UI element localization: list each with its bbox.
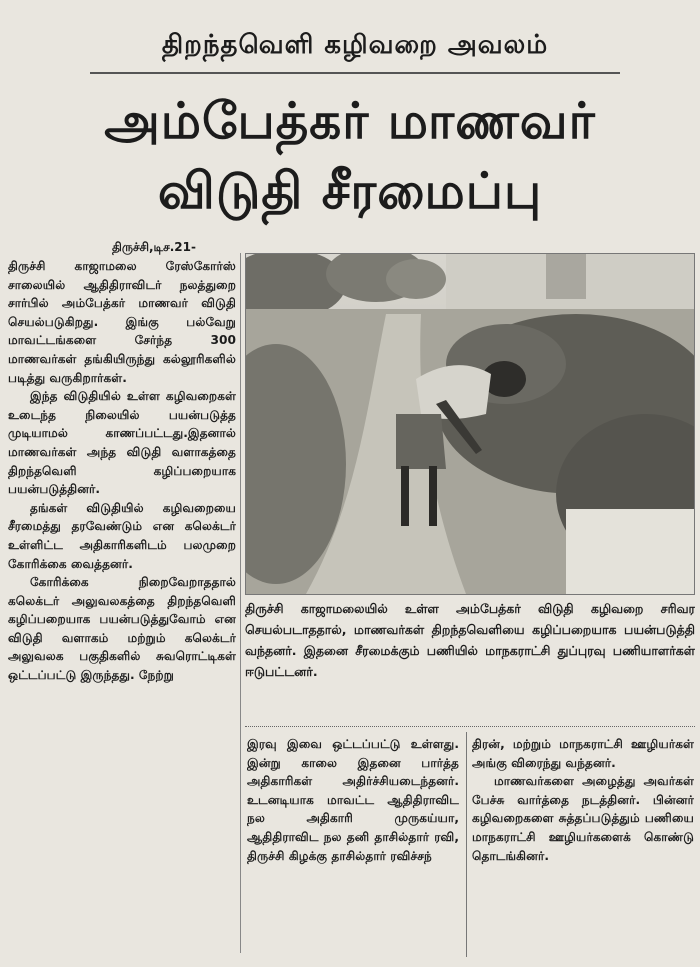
news-photo <box>245 253 695 595</box>
article-paragraph: இரவு இவை ஒட்டப்பட்டு உள்ளது. இன்று காலை இதனை பார்த்த அதிகாரிகள் அதிர்ச்சியடைந்தனர். உடனடியாக மாவட்ட ஆதிதிராவிட நல அதிகாரி முருகய்யா, ஆதிதிராவிட நல தனி தாசில்தார் ரவி, திருச்சி கிழக்கு தாசில்தார் ரவிச்சந் <box>247 737 459 863</box>
article-column-left <box>8 257 236 957</box>
article-paragraph: மாணவர்களை அழைத்து அவர்கள் பேச்சு வார்த்தை நடத்தினர். பின்னர் கழிவறைகளை சுத்தப்படுத்தும் பணியை மாநகராட்சி ஊழியர்களைக் கொண்டு தொடங்கினர். <box>472 774 694 863</box>
article-column-middle <box>247 735 459 960</box>
kicker-underline <box>90 72 620 74</box>
photo-scene <box>246 254 694 594</box>
column-divider <box>240 253 241 953</box>
kicker-heading: திறந்தவெளி கழிவறை அவலம் <box>161 30 549 60</box>
article-paragraph: திருச்சி காஜாமலை ரேஸ்கோர்ஸ் சாலையில் ஆதிதிராவிடர் நலத்துறை சார்பில் அம்பேத்கர் மாணவர் விடுதி செயல்படுகிறது. இங்கு பல்வேறு மாவட்டங்களை சேர்ந்த 300 மாணவர்கள் தங்கியிருந்து கல்லூரிகளில் படித்து வருகிறார்கள். <box>8 259 236 385</box>
article-paragraph: கோரிக்கை நிறைவேறாததால் கலெக்டர் அலுவலகத்தை திறந்தவெளி கழிப்பறையாக பயன்படுத்துவோம் என விடுதி வளாகம் மற்றும் கலெக்டர் அலுவலக பகுதிகளில் சுவரொட்டிகள் ஒட்டப்பட்டு இருந்தது. நேற்று <box>8 575 236 683</box>
headline <box>20 86 680 226</box>
caption-divider <box>245 726 695 728</box>
photo-caption: திருச்சி காஜாமலையில் உள்ள அம்பேத்கர் விடுதி கழிவறை சரிவர செயல்படாததால், மாணவர்கள் திறந்தவெளியை கழிப்பறையாக பயன்படுத்தி வந்தனர். இதனை சீரமைக்கும் பணியில் மாநகராட்சி துப்புரவு பணியாளர்கள் ஈடுபட்டனர். <box>245 601 695 679</box>
headline-line-2: விடுதி சீரமைப்பு <box>157 162 543 220</box>
dateline: திருச்சி,டிச.21- <box>112 240 196 254</box>
article-paragraph: திரன், மற்றும் மாநகராட்சி ஊழியர்கள் அங்கு விரைந்து வந்தனர். <box>472 737 694 770</box>
article-paragraph: தங்கள் விடுதியில் கழிவறையை சீரமைத்து தரவேண்டும் என கலெக்டர் உள்ளிட்ட அதிகாரிகளிடம் பலமுறை கோரிக்கை வைத்தனர். <box>8 500 236 571</box>
headline-line-1: அம்பேத்கர் மாணவர் <box>104 92 596 150</box>
column-divider <box>466 732 467 957</box>
article-column-right <box>472 735 694 960</box>
article-paragraph: இந்த விடுதியில் உள்ள கழிவறைகள் உடைந்த நிலையில் பயன்படுத்த முடியாமல் காணப்பட்டது.இதனால் மாணவர்கள் அந்த விடுதி வளாகத்தை திறந்தவெளி கழிப்பறையாக பயன்படுத்தினர். <box>8 389 236 497</box>
